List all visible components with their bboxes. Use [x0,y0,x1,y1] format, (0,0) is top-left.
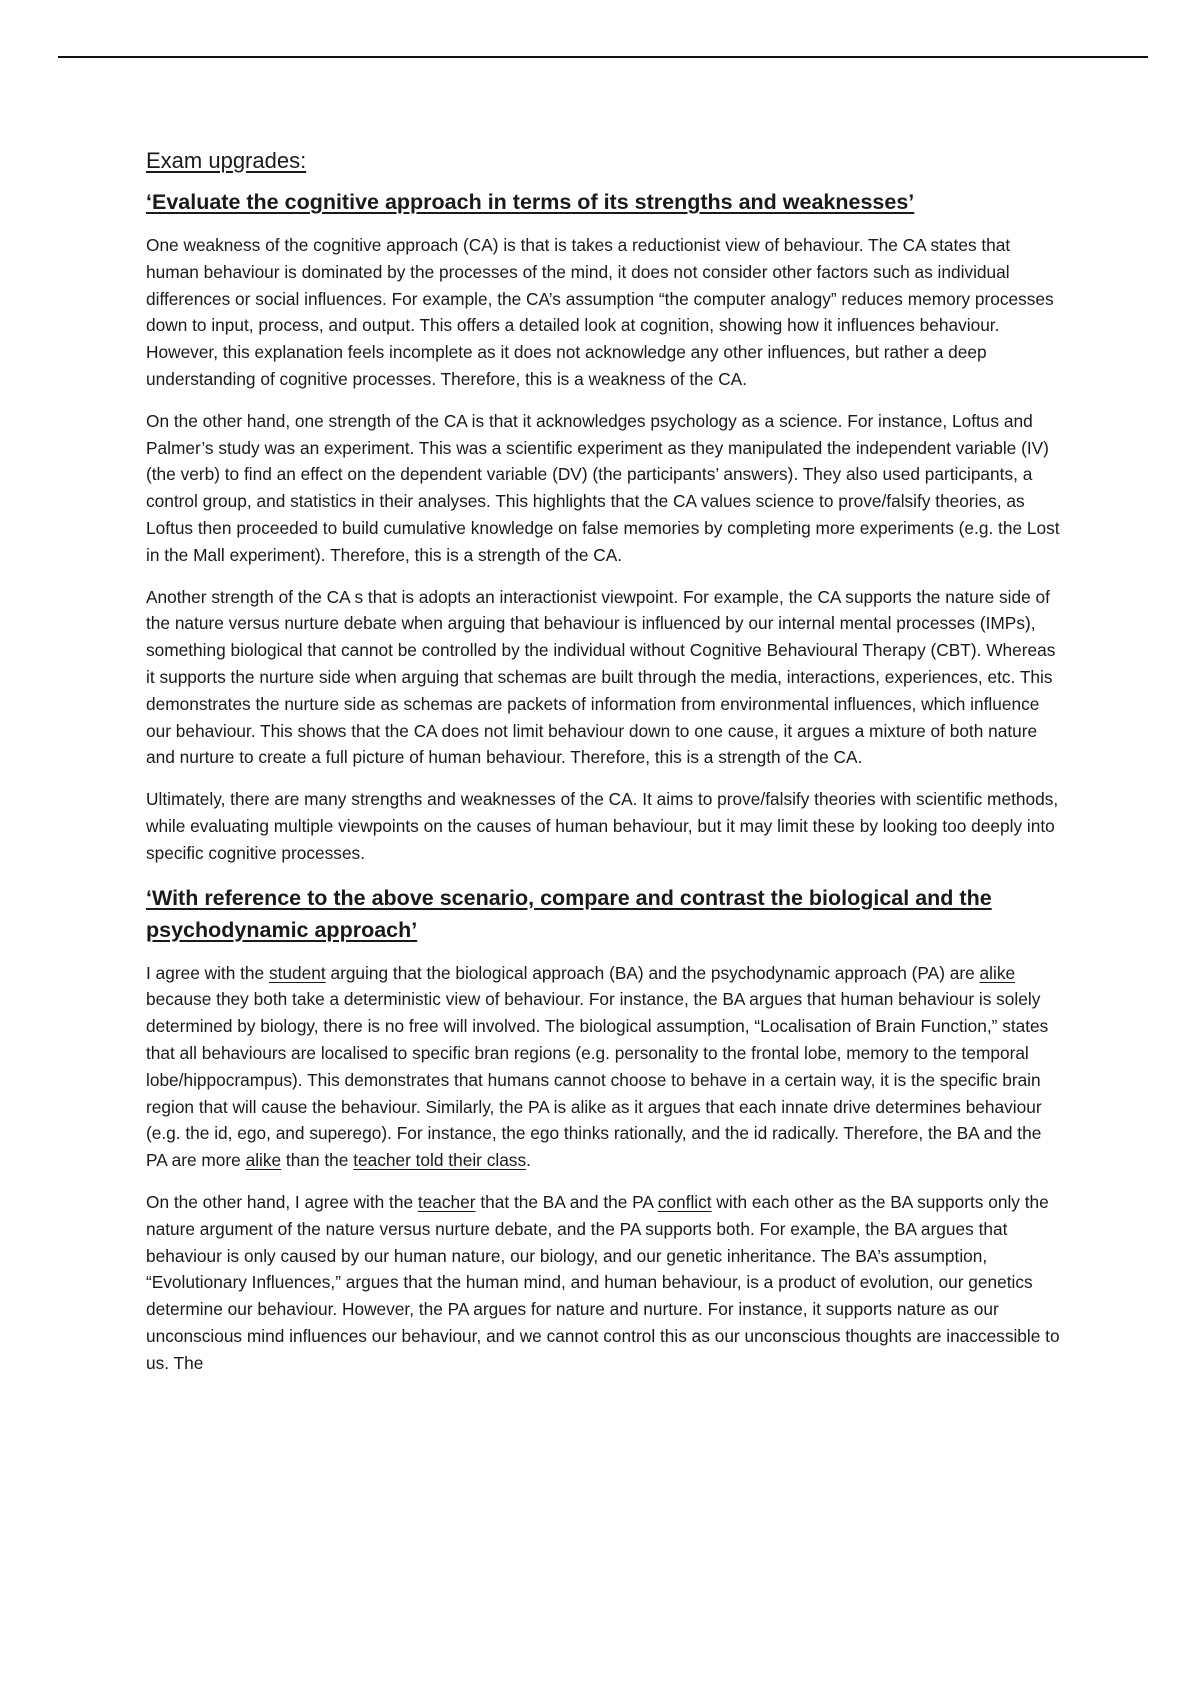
q1-paragraph-2: On the other hand, one strength of the CA is that it acknowledges psychology as a science. For instance, Loftus and Palmer’s study was an experiment. This was a scientific experiment as they manipulated the independent variable (IV) (the verb) to find an effect on the dependent variable (DV) (the participants’ answers). They also used participants, a control group, and statistics in their analyses. This highlights that the CA values science to prove/falsify theories, as Loftus then proceeded to build cumulative knowledge on false memories by completing more experiments (e.g. the Lost in the Mall experiment). Therefore, this is a strength of the CA. [146,410,1060,565]
q2-p1-text-3: because they both take a deterministic view of behaviour. For instance, the BA argues that human behaviour is solely determined by biology, there is no free will involved. The biological assumption, “Localisation of Brain Function,” states that all behaviours are localised to specific bran regions (e.g. personality to the frontal lobe, memory to the temporal lobe/hippocrampus). This demonstrates that humans cannot choose to behave in a certain way, it is the specific brain region that will cause the behaviour. Similarly, the PA is alike as it argues that each innate drive determines behaviour (e.g. the id, ego, and superego). For instance, the ego thinks rationally, and the id radically. Therefore, the BA and the PA are more [146,989,1049,1171]
underlined-teacher-told-their-class: teacher told their class [353,1150,527,1171]
q1-paragraph-3: Another strength of the CA s that is adopts an interactionist viewpoint. For example, the CA supports the nature side of the nature versus nurture debate when arguing that behaviour is influenced by our internal mental processes (IMPs), something biological that cannot be controlled by the individual without Cognitive Behavioural Therapy (CBT). Whereas it supports the nurture side when arguing that schemas are built through the media, interactions, experiences, etc. This demonstrates the nurture side as schemas are packets of information from environmental influences, which influence our behaviour. This shows that the CA does not limit behaviour down to one cause, it argues a mixture of both nature and nurture to create a full picture of human behaviour. Therefore, this is a strength of the CA. [146,586,1056,768]
underlined-teacher: teacher [417,1191,476,1212]
q2-p2-text-3: with each other as the BA supports only the nature argument of the nature versus nurture debate, and the PA supports both. For example, the BA argues that behaviour is only caused by our human nature, our biology, and our genetic inheritance. The BA’s assumption, “Evolutionary Influences,” argues that the human mind, and human behaviour, is a product of evolution, our genetics determine our behaviour. However, the PA argues for nature and nurture. For instance, it supports nature as our unconscious mind influences our behaviour, and we cannot control this as our unconscious thoughts are inaccessible to us. The [146,1191,1060,1373]
top-horizontal-rule [58,56,1148,58]
underlined-conflict: conflict [657,1191,712,1212]
q2-p2-text-2: that the BA and the PA [475,1191,658,1212]
q2-paragraph-2 [146,1189,1062,1377]
q1-paragraph-1: One weakness of the cognitive approach (CA) is that is takes a reductionist view of behaviour. The CA states that human behaviour is dominated by the processes of the mind, it does not consider other factors such as individual differences or social influences. For example, the CA’s assumption “the computer analogy” reduces memory processes down to input, process, and output. This offers a detailed look at cognition, showing how it influences behaviour. However, this explanation feels incomplete as it does not acknowledge any other influences, but rather a deep understanding of cognitive processes. Therefore, this is a weakness of the CA. [146,235,1054,389]
q2-p1-text-4: than the [281,1150,354,1171]
underlined-student: student [268,962,326,983]
section-label: Exam upgrades: [146,148,307,173]
document-page [146,146,1062,1391]
question-2-title: ‘With reference to the above scenario, compare and contrast the biological and the psychodynamic approach’ [146,885,992,942]
question-1-title: ‘Evaluate the cognitive approach in terms of its strengths and weaknesses’ [146,190,915,214]
q1-paragraph-4: Ultimately, there are many strengths and weaknesses of the CA. It aims to prove/falsify theories with scientific methods, while evaluating multiple viewpoints on the causes of human behaviour, but it may limit these by looking too deeply into specific cognitive processes. [146,789,1059,863]
q2-p1-text-5: . [526,1150,531,1171]
q2-paragraph-1 [146,960,1062,1174]
q2-p1-text-1: I agree with the [146,962,269,983]
q2-p1-text-2: arguing that the biological approach (BA) and the psychodynamic approach (PA) are [325,962,980,983]
underlined-alike-2: alike [245,1150,282,1171]
underlined-alike: alike [979,962,1016,983]
q2-p2-text-1: On the other hand, I agree with the [146,1191,418,1212]
